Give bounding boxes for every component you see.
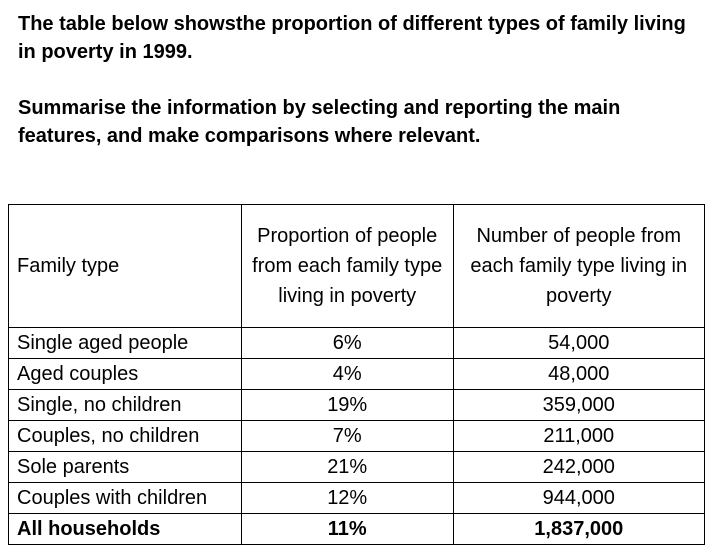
header-family-type: Family type xyxy=(9,205,242,328)
table-total-row xyxy=(9,514,705,545)
table-row xyxy=(9,328,705,359)
cell-number: 211,000 xyxy=(453,421,704,452)
cell-number: 54,000 xyxy=(453,328,704,359)
cell-total-number: 1,837,000 xyxy=(453,514,704,545)
table-row xyxy=(9,390,705,421)
cell-family-type: Aged couples xyxy=(9,359,242,390)
cell-total-label: All households xyxy=(9,514,242,545)
cell-total-proportion: 11% xyxy=(241,514,453,545)
cell-family-type: Couples, no children xyxy=(9,421,242,452)
cell-family-type: Single aged people xyxy=(9,328,242,359)
cell-proportion: 21% xyxy=(241,452,453,483)
cell-number: 48,000 xyxy=(453,359,704,390)
cell-proportion: 7% xyxy=(241,421,453,452)
header-number: Number of people from each family type living in poverty xyxy=(453,205,704,328)
cell-number: 242,000 xyxy=(453,452,704,483)
task-prompt-description: The table below showsthe proportion of different types of family living in poverty in 1999. xyxy=(18,13,686,63)
table-row xyxy=(9,421,705,452)
cell-number: 944,000 xyxy=(453,483,704,514)
cell-number: 359,000 xyxy=(453,390,704,421)
table-row xyxy=(9,483,705,514)
cell-family-type: Couples with children xyxy=(9,483,242,514)
table-row xyxy=(9,359,705,390)
cell-proportion: 19% xyxy=(241,390,453,421)
cell-proportion: 12% xyxy=(241,483,453,514)
table-header-row xyxy=(9,205,705,328)
table-row xyxy=(9,452,705,483)
cell-family-type: Sole parents xyxy=(9,452,242,483)
cell-family-type: Single, no children xyxy=(9,390,242,421)
header-proportion: Proportion of people from each family type living in poverty xyxy=(241,205,453,328)
cell-proportion: 4% xyxy=(241,359,453,390)
poverty-table xyxy=(8,204,705,545)
task-prompt-instruction: Summarise the information by selecting and reporting the main features, and make comparisons where relevant. xyxy=(18,97,621,147)
cell-proportion: 6% xyxy=(241,328,453,359)
